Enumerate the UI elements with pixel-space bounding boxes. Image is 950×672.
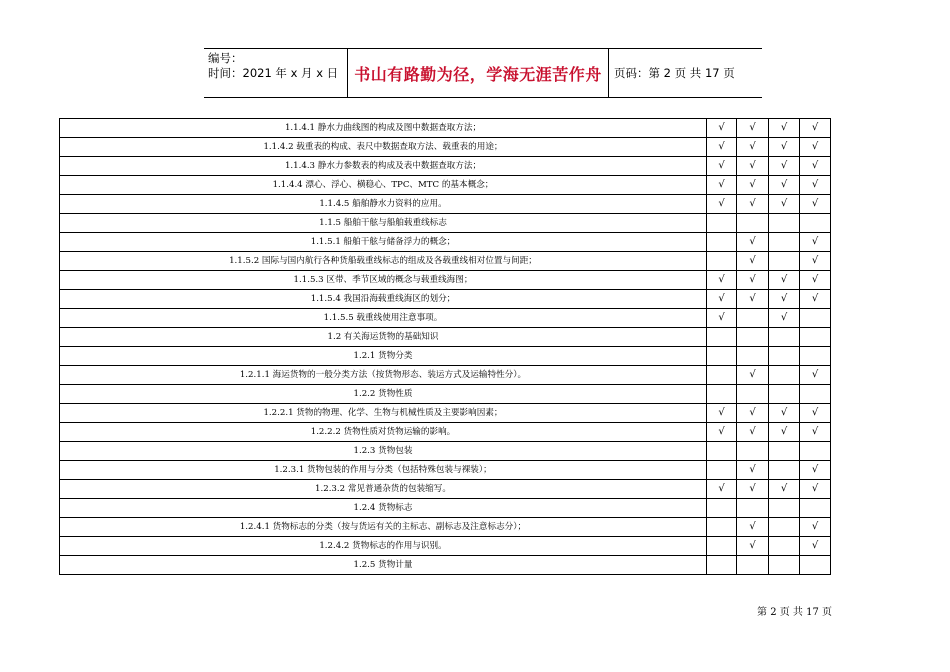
check-cell (707, 328, 737, 347)
check-cell: √ (737, 271, 769, 290)
syllabus-item-text: 1.1.5.3 区带、季节区域的概念与载重线海图； (60, 271, 707, 290)
syllabus-table (59, 118, 831, 575)
table-row (60, 252, 831, 271)
check-cell: √ (800, 119, 831, 138)
syllabus-item-text: 1.2.4.1 货物标志的分类（按与货运有关的主标志、副标志及注意标志分）； (60, 518, 707, 537)
check-cell: √ (707, 271, 737, 290)
check-cell (800, 309, 831, 328)
check-cell: √ (707, 290, 737, 309)
check-cell: √ (800, 138, 831, 157)
check-cell: √ (800, 423, 831, 442)
check-cell (707, 442, 737, 461)
check-cell (737, 214, 769, 233)
check-cell: √ (769, 271, 800, 290)
table-row (60, 214, 831, 233)
syllabus-item-text: 1.1.4.4 漂心、浮心、横稳心、TPC、MTC 的基本概念； (60, 176, 707, 195)
syllabus-item-text: 1.2.1.1 海运货物的一般分类方法（按货物形态、装运方式及运输特性分）。 (60, 366, 707, 385)
check-cell (737, 309, 769, 328)
syllabus-item-text: 1.2.1 货物分类 (60, 347, 707, 366)
table-row (60, 347, 831, 366)
check-cell: √ (737, 138, 769, 157)
check-cell: √ (800, 366, 831, 385)
check-cell (800, 556, 831, 575)
check-cell: √ (737, 518, 769, 537)
table-row (60, 138, 831, 157)
check-cell: √ (707, 119, 737, 138)
table-row (60, 518, 831, 537)
check-cell: √ (769, 290, 800, 309)
check-cell (800, 347, 831, 366)
check-cell: √ (737, 423, 769, 442)
check-cell (769, 347, 800, 366)
check-cell (769, 556, 800, 575)
check-cell (769, 518, 800, 537)
syllabus-item-text: 1.1.4.2 载重表的构成、表尺中数据查取方法、载重表的用途； (60, 138, 707, 157)
table-row (60, 461, 831, 480)
check-cell (769, 214, 800, 233)
table-row (60, 442, 831, 461)
number-label: 编号： (208, 51, 243, 65)
check-cell (800, 385, 831, 404)
check-cell (737, 499, 769, 518)
check-cell (769, 461, 800, 480)
table-row (60, 366, 831, 385)
check-cell: √ (800, 537, 831, 556)
table-row (60, 423, 831, 442)
syllabus-item-text: 1.2.2 货物性质 (60, 385, 707, 404)
check-cell: √ (707, 404, 737, 423)
header-page-info: 页码：第 2 页 共 17 页 (614, 66, 735, 80)
check-cell: √ (707, 423, 737, 442)
check-cell (707, 385, 737, 404)
table-row (60, 385, 831, 404)
check-cell: √ (737, 176, 769, 195)
check-cell: √ (737, 480, 769, 499)
syllabus-item-text: 1.2 有关海运货物的基础知识 (60, 328, 707, 347)
check-cell (769, 233, 800, 252)
check-cell (737, 385, 769, 404)
check-cell: √ (769, 138, 800, 157)
table-row (60, 290, 831, 309)
check-cell (707, 518, 737, 537)
page-header (204, 48, 762, 98)
check-cell: √ (737, 157, 769, 176)
check-cell (737, 328, 769, 347)
syllabus-item-text: 1.1.4.1 静水力曲线图的构成及图中数据查取方法； (60, 119, 707, 138)
syllabus-item-text: 1.1.5.4 我国沿海载重线海区的划分； (60, 290, 707, 309)
check-cell: √ (800, 233, 831, 252)
table-row (60, 480, 831, 499)
check-cell: √ (800, 290, 831, 309)
check-cell (707, 233, 737, 252)
header-meta (208, 51, 344, 81)
check-cell (707, 347, 737, 366)
check-cell (737, 347, 769, 366)
syllabus-item-text: 1.2.4.2 货物标志的作用与识别。 (60, 537, 707, 556)
check-cell: √ (769, 404, 800, 423)
table-row (60, 309, 831, 328)
check-cell: √ (737, 119, 769, 138)
table-row (60, 271, 831, 290)
check-cell: √ (800, 518, 831, 537)
check-cell: √ (737, 366, 769, 385)
check-cell: √ (707, 157, 737, 176)
table-row (60, 233, 831, 252)
check-cell: √ (800, 271, 831, 290)
check-cell: √ (707, 195, 737, 214)
syllabus-item-text: 1.2.4 货物标志 (60, 499, 707, 518)
time-label: 时间：2021 年 x 月 x 日 (208, 66, 339, 80)
table-row (60, 499, 831, 518)
check-cell (707, 366, 737, 385)
check-cell: √ (737, 233, 769, 252)
syllabus-item-text: 1.1.4.5 船舶静水力资料的应用。 (60, 195, 707, 214)
check-cell: √ (800, 176, 831, 195)
table-row (60, 537, 831, 556)
check-cell: √ (737, 404, 769, 423)
check-cell (769, 328, 800, 347)
check-cell (800, 214, 831, 233)
check-cell: √ (707, 138, 737, 157)
check-cell: √ (769, 119, 800, 138)
syllabus-item-text: 1.2.2.2 货物性质对货物运输的影响。 (60, 423, 707, 442)
check-cell: √ (737, 290, 769, 309)
check-cell (737, 556, 769, 575)
check-cell (707, 461, 737, 480)
syllabus-item-text: 1.2.3.1 货物包装的作用与分类（包括特殊包装与裸装）； (60, 461, 707, 480)
check-cell: √ (769, 309, 800, 328)
check-cell: √ (800, 252, 831, 271)
check-cell: √ (737, 461, 769, 480)
table-row (60, 176, 831, 195)
check-cell (707, 556, 737, 575)
check-cell: √ (707, 480, 737, 499)
table-row (60, 157, 831, 176)
table-row (60, 556, 831, 575)
table-row (60, 195, 831, 214)
check-cell: √ (769, 157, 800, 176)
header-motto: 书山有路勤为径，学海无涯苦作舟 (354, 64, 602, 84)
check-cell: √ (737, 537, 769, 556)
check-cell (769, 442, 800, 461)
check-cell (800, 328, 831, 347)
check-cell (707, 537, 737, 556)
syllabus-item-text: 1.1.5.2 国际与国内航行各种货船载重线标志的组成及各载重线相对位置与间距； (60, 252, 707, 271)
check-cell (707, 214, 737, 233)
check-cell: √ (800, 404, 831, 423)
check-cell: √ (769, 480, 800, 499)
syllabus-item-text: 1.1.5.1 船舶干舷与储备浮力的概念； (60, 233, 707, 252)
check-cell: √ (737, 195, 769, 214)
check-cell: √ (800, 480, 831, 499)
table-row (60, 404, 831, 423)
check-cell (707, 499, 737, 518)
check-cell (769, 499, 800, 518)
check-cell: √ (707, 309, 737, 328)
check-cell (769, 385, 800, 404)
table-row (60, 119, 831, 138)
check-cell: √ (707, 176, 737, 195)
check-cell (800, 442, 831, 461)
check-cell: √ (769, 176, 800, 195)
check-cell: √ (769, 423, 800, 442)
check-cell (769, 252, 800, 271)
table-row (60, 328, 831, 347)
page-footer: 第 2 页 共 17 页 (757, 607, 832, 618)
syllabus-item-text: 1.1.5.5 载重线使用注意事项。 (60, 309, 707, 328)
header-divider (608, 49, 609, 97)
check-cell (769, 537, 800, 556)
check-cell: √ (800, 461, 831, 480)
check-cell: √ (800, 195, 831, 214)
syllabus-item-text: 1.1.5 船舶干舷与船舶载重线标志 (60, 214, 707, 233)
check-cell (737, 442, 769, 461)
syllabus-item-text: 1.1.4.3 静水力参数表的构成及表中数据查取方法； (60, 157, 707, 176)
syllabus-item-text: 1.2.3.2 常见普通杂货的包装缩写。 (60, 480, 707, 499)
check-cell: √ (737, 252, 769, 271)
check-cell (769, 366, 800, 385)
check-cell: √ (800, 157, 831, 176)
syllabus-item-text: 1.2.5 货物计量 (60, 556, 707, 575)
check-cell (707, 252, 737, 271)
check-cell (800, 499, 831, 518)
syllabus-item-text: 1.2.2.1 货物的物理、化学、生物与机械性质及主要影响因素； (60, 404, 707, 423)
check-cell: √ (769, 195, 800, 214)
syllabus-item-text: 1.2.3 货物包装 (60, 442, 707, 461)
syllabus-table-body (60, 119, 831, 575)
